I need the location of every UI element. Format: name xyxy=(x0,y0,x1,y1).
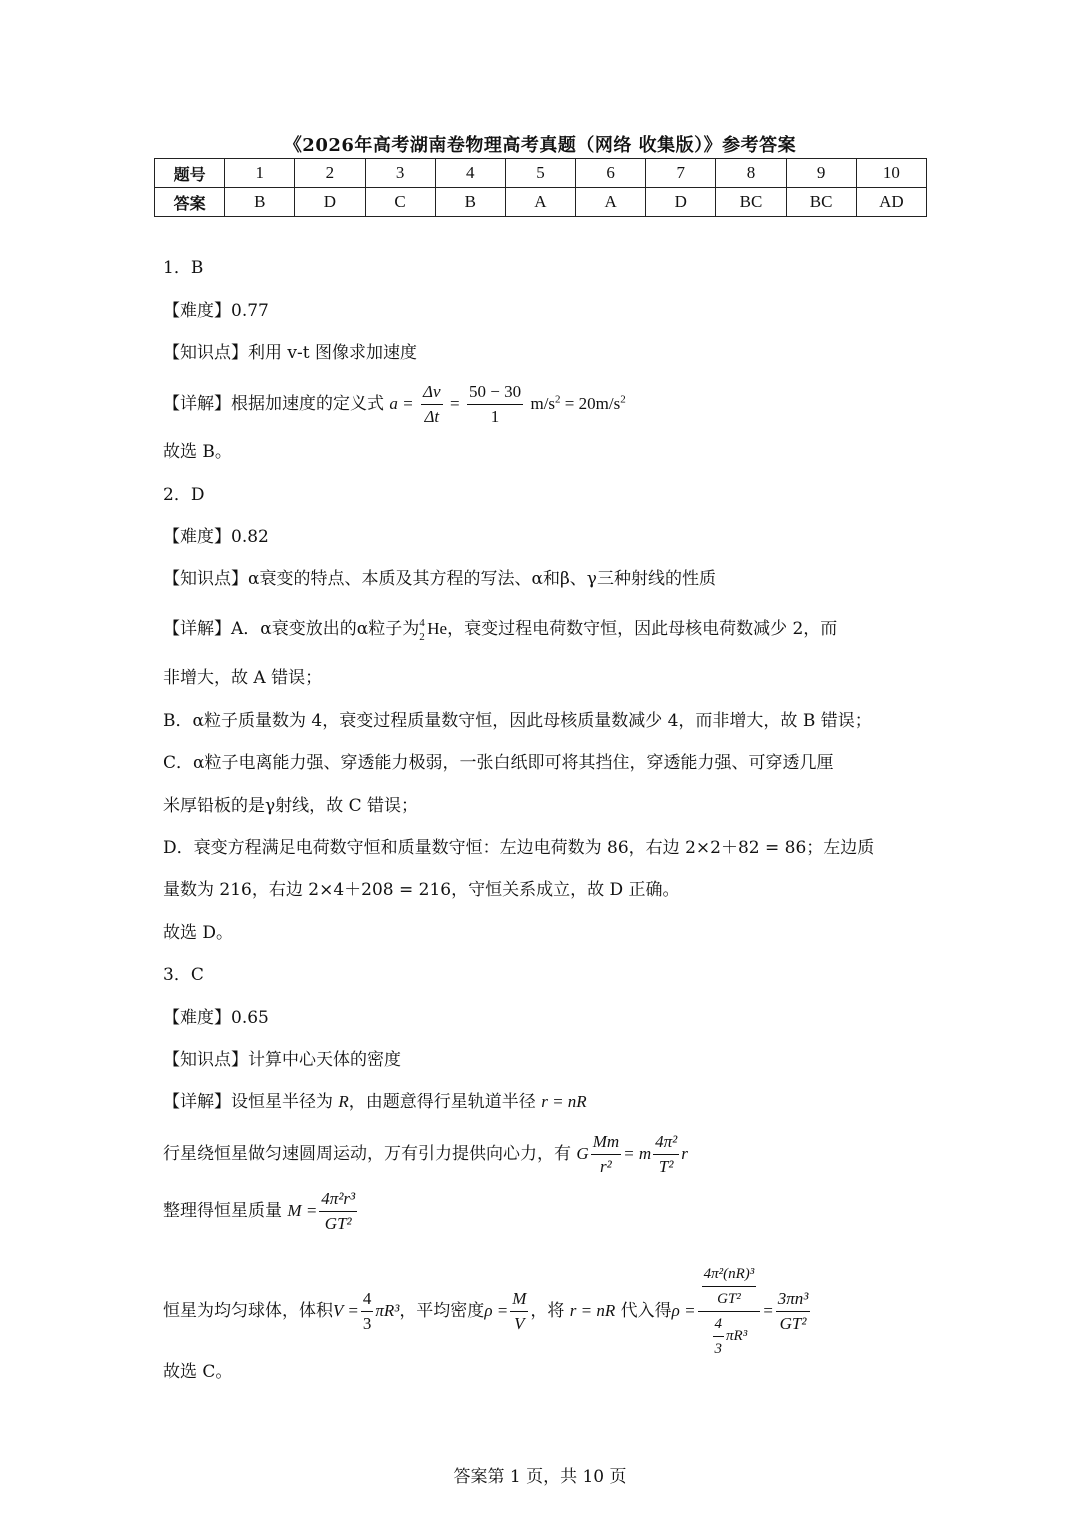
table-cell: 8 xyxy=(716,159,786,188)
table-cell: D xyxy=(646,188,716,217)
q2-detail-a-text2: ，衰变过程电荷数守恒，因此母核电荷数减少 2，而 xyxy=(447,619,838,639)
q1-fraction-values: $\frac{50 - 30}{1}$ xyxy=(467,380,523,429)
q2-detail-a-cont: 非增大，故 A 错误； xyxy=(163,668,323,688)
q2-detail-b: B．α粒子质量数为 4，衰变过程质量数守恒，因此母核质量数减少 4，而非增大，故 B 错误； xyxy=(163,711,872,731)
q1-knowledge: 【知识点】利用 v-t 图像求加速度 xyxy=(163,343,417,363)
q2-detail-a-text: 【详解】A．α衰变放出的α粒子为 xyxy=(163,619,420,639)
q3-conclusion: 故选 C。 xyxy=(163,1362,233,1382)
answer-table xyxy=(154,158,927,217)
table-cell: D xyxy=(295,188,365,217)
q1-unit: $m/s^2 = 20m/s^2$ xyxy=(530,393,626,413)
table-cell: BC xyxy=(786,188,856,217)
q1-fraction-dv-dt: $\frac{\Delta v}{\Delta t}$ xyxy=(421,380,443,429)
q2-heading: 2．D xyxy=(163,485,205,505)
q3-detail-4: 恒星为均匀球体，体积V = $\frac{4}{3}$ πR³，平均密度ρ = $\frac{M}{V}$ ，将 r = nR 代入得ρ = $\frac{\text{4π²(nR)³}}{\text{GT²}}$ $\frac{4}{3}$ πR³ = $\frac{\text{3πn³}}{\text{GT²}}$ xyxy=(163,1262,812,1361)
q2-knowledge: 【知识点】α衰变的特点、本质及其方程的写法、α和β、γ三种射线的性质 xyxy=(163,569,716,589)
page-footer: 答案第 1 页，共 10 页 xyxy=(453,1467,627,1487)
q3-difficulty: 【难度】0.65 xyxy=(163,1008,269,1028)
table-cell: 1 xyxy=(225,159,295,188)
table-cell: C xyxy=(365,188,435,217)
row-label: 答案 xyxy=(155,188,225,217)
q1-equals: = xyxy=(449,394,460,413)
table-cell: 4 xyxy=(435,159,505,188)
q3-heading: 3．C xyxy=(163,965,204,985)
table-row xyxy=(155,188,927,217)
q3-knowledge: 【知识点】计算中心天体的密度 xyxy=(163,1050,401,1070)
table-cell: B xyxy=(225,188,295,217)
q3-detail-3: 整理得恒星质量 M = $\frac{\text{4π²r³}}{\text{GT²}}$ xyxy=(163,1187,359,1236)
table-cell: 9 xyxy=(786,159,856,188)
q1-detail-prefix: 【详解】根据加速度的定义式 xyxy=(163,394,384,414)
q2-detail-d-cont: 量数为 216，右边 2×4＋208 = 216，守恒关系成立，故 D 正确。 xyxy=(163,880,680,900)
q1-difficulty: 【难度】0.77 xyxy=(163,301,269,321)
table-row xyxy=(155,159,927,188)
table-cell: 5 xyxy=(505,159,575,188)
q2-detail-a xyxy=(163,617,837,641)
table-cell: 6 xyxy=(576,159,646,188)
q3-detail-2: 行星绕恒星做匀速圆周运动，万有引力提供向心力，有 G $\frac{Mm}{\text{r²}}$ = m $\frac{\text{4π²}}{\text{T²}}$ r xyxy=(163,1130,688,1179)
q3-detail-1: 【详解】设恒星半径为 R，由题意得行星轨道半径 r = nR xyxy=(163,1092,587,1112)
q1-heading: 1．B xyxy=(163,258,204,278)
helium-nucleus: 4 2 He xyxy=(419,617,448,643)
q2-difficulty: 【难度】0.82 xyxy=(163,527,269,547)
table-cell: A xyxy=(576,188,646,217)
table-cell: 7 xyxy=(646,159,716,188)
table-cell: 10 xyxy=(856,159,926,188)
q2-conclusion: 故选 D。 xyxy=(163,923,234,943)
table-cell: AD xyxy=(856,188,926,217)
q2-detail-c-cont: 米厚铅板的是γ射线，故 C 错误； xyxy=(163,796,418,816)
table-cell: BC xyxy=(716,188,786,217)
q1-formula-a: a = xyxy=(389,394,414,413)
page-title: 《2026年高考湖南卷物理高考真题（网络 收集版）》参考答案 xyxy=(283,135,797,156)
q1-conclusion: 故选 B。 xyxy=(163,442,232,462)
table-cell: A xyxy=(505,188,575,217)
table-cell: 2 xyxy=(295,159,365,188)
table-cell: B xyxy=(435,188,505,217)
table-cell: 3 xyxy=(365,159,435,188)
q2-detail-d: D．衰变方程满足电荷数守恒和质量数守恒：左边电荷数为 86，右边 2×2＋82 = 86；左边质 xyxy=(163,838,875,858)
q1-detail xyxy=(163,380,626,429)
row-label: 题号 xyxy=(155,159,225,188)
q2-detail-c: C．α粒子电离能力强、穿透能力极弱，一张白纸即可将其挡住，穿透能力强、可穿透几厘 xyxy=(163,753,834,773)
